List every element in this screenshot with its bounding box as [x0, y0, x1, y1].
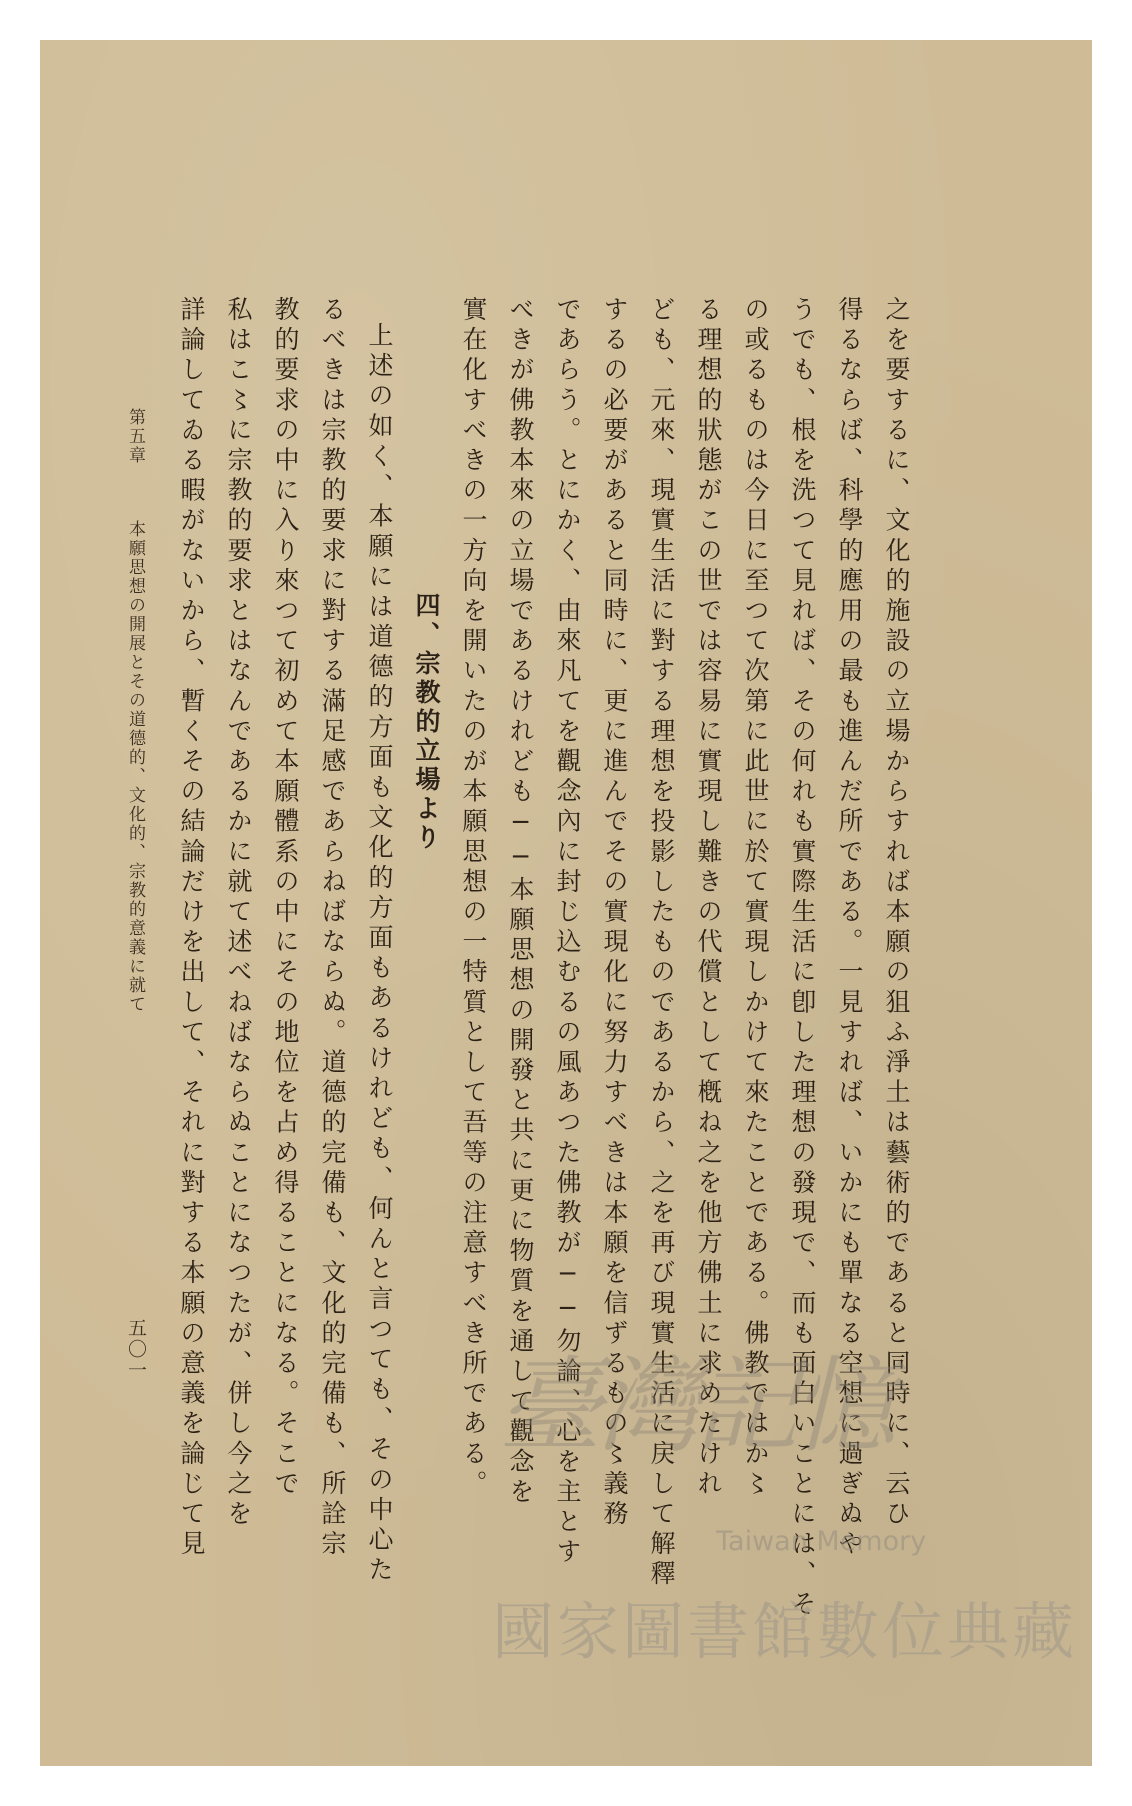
- watermark-seal: 臺灣記憶: [498, 1345, 891, 1467]
- text-column: 之を要するに、文化的施設の立場からすれば本願の狙ふ淨土は藝術的であると同時に、云ひ: [882, 296, 911, 1531]
- text-column: べきが佛教本來の立場であるけれども──本願思想の開發と共に更に物質を通して觀念を: [506, 296, 535, 1508]
- page-number: 五〇一: [125, 1318, 147, 1381]
- text-column: 私はこ〻に宗教的要求とはなんであるかに就て述べねばならぬことになつたが、併し今之を: [224, 296, 253, 1531]
- section-heading: 四、宗教的立場より: [412, 592, 441, 853]
- running-title: 本願思想の開展とその道德的、文化的、宗教的意義に就て: [125, 520, 145, 1014]
- text-column: するの必要があると同時に、更に進んでその實現化に努力すべきは本願を信ずるもの〻義務: [600, 296, 629, 1531]
- text-column: であらう。とにかく、由來凡てを觀念內に封じ込むるの風あつた佛教が──勿論、心を主とす: [553, 296, 582, 1569]
- text-column: 上述の如く、本願には道德的方面も文化的方面もあるけれども、何んと言つても、その中心た: [365, 322, 394, 1587]
- text-column: 詳論してゐる暇がないから、暫くその結論だけを出して、それに對する本願の意義を論じて見: [177, 296, 206, 1561]
- text-column: 實在化すべきの一方向を開いたのが本願思想の一特質として吾等の注意すべき所である。: [459, 296, 488, 1500]
- book-page: [40, 40, 1092, 1766]
- text-column: 得るならば、科學的應用の最も進んだ所である。一見すれば、いかにも單なる空想に過ぎぬや: [835, 296, 864, 1561]
- watermark-english: Taiwan Memory: [716, 1526, 927, 1557]
- chapter-label: 第五章: [125, 408, 145, 465]
- text-column: る理想的狀態がこの世では容易に實現し難きの代償として槪ね之を他方佛土に求めたけれ: [694, 296, 723, 1500]
- text-column: るべきは宗教的要求に對する滿足感であらねばならぬ。道德的完備も、文化的完備も、所詮宗: [318, 296, 347, 1561]
- text-column: うでも、根を洗つて見れば、その何れも實際生活に卽した理想の發現で、而も面白いことには、そ: [788, 296, 817, 1621]
- text-column: ども、元來、現實生活に對する理想を投影したものであるから、之を再び現實生活に戻して解釋: [647, 296, 676, 1591]
- text-column: 教的要求の中に入り來つて初めて本願體系の中にその地位を占め得ることになる。そこで: [271, 296, 300, 1500]
- watermark-chinese: 國家圖書館數位典藏: [492, 1595, 1078, 1668]
- text-column: の或るものは今日に至つて次第に此世に於て實現しかけて來たことである。佛教ではか〻: [741, 296, 770, 1500]
